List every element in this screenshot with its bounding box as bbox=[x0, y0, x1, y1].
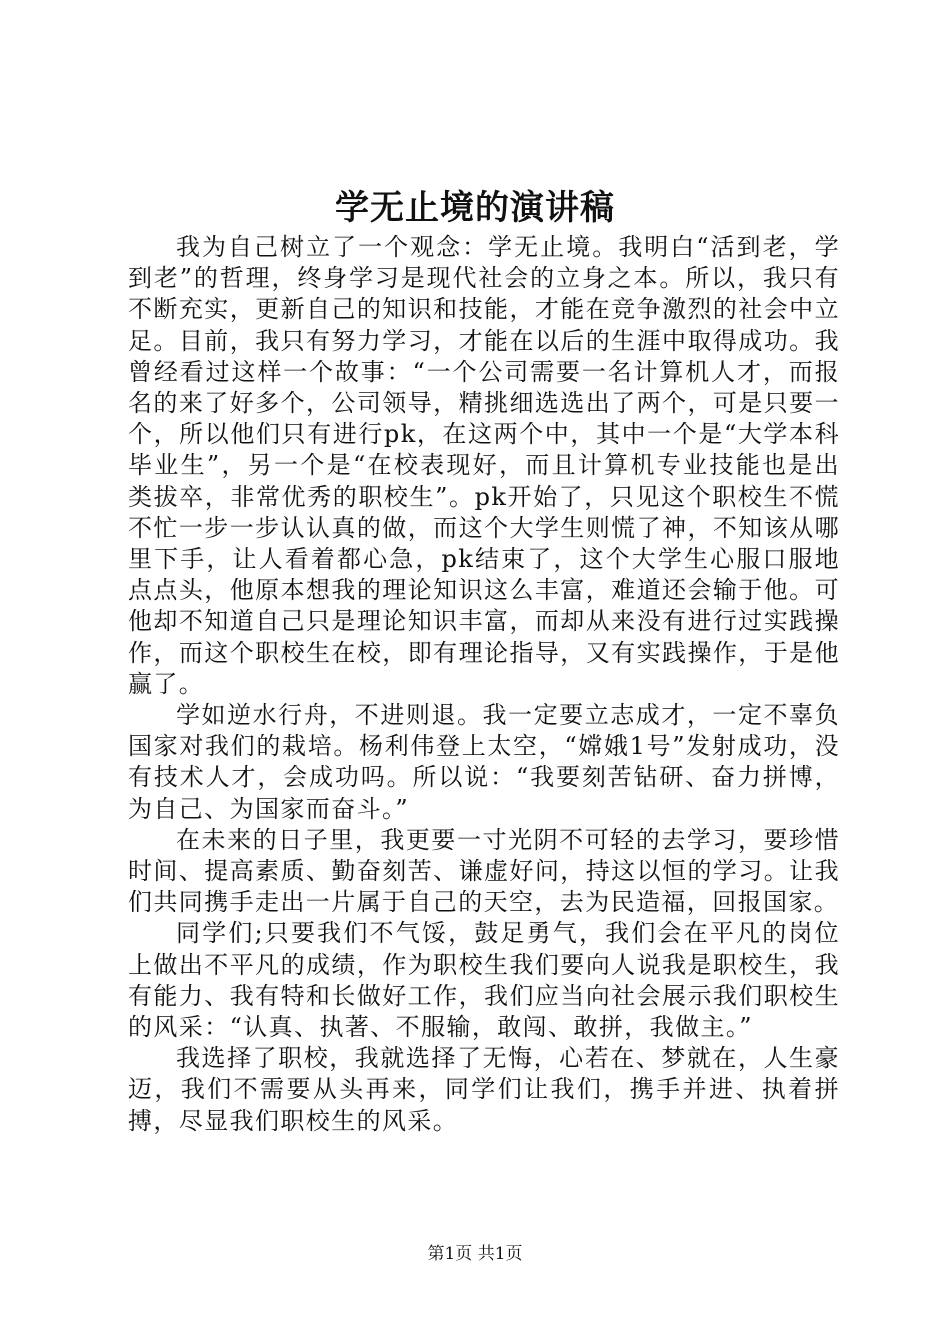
document-body bbox=[128, 232, 840, 1137]
paragraph-2: 学如逆水行舟，不进则退。我一定要立志成才，一定不辜负国家对我们的栽培。杨利伟登上太空，“嫦娥1号”发射成功，没有技术人才，会成功吗。所以说：“我要刻苦钻研、奋力拼博，为自己、为国家而奋斗。” bbox=[128, 701, 840, 823]
paragraph-4: 同学们;只要我们不气馁，鼓足勇气，我们会在平凡的岗位上做出不平凡的成绩，作为职校生我们要向人说我是职校生，我有能力、我有特和长做好工作，我们应当向社会展示我们职校生的风采：“认真、执著、不服输，敢闯、敢拼，我做主。” bbox=[128, 919, 840, 1042]
paragraph-1: 我为自己树立了一个观念：学无止境。我明白“活到老，学到老”的哲理，终身学习是现代社会的立身之本。所以，我只有不断充实，更新自己的知识和技能，才能在竞争激烈的社会中立足。目前，我只有努力学习，才能在以后的生涯中取得成功。我曾经看过这样一个故事：“一个公司需要一名计算机人才，而报名的来了好多个，公司领导，精挑细选选出了两个，可是只要一个，所以他们只有进行pk，在这两个中，其中一个是“大学本科毕业生”，另一个是“在校表现好，而且计算机专业技能也是出类拔卒，非常优秀的职校生”。pk开始了，只见这个职校生不慌不忙一步一步认认真的做，而这个大学生则慌了神，不知该从哪里下手，让人看着都心急，pk结束了，这个大学生心服口服地点点头，他原本想我的理论知识这么丰富，难道还会输于他。可他却不知道自己只是理论知识丰富，而却从来没有进行过实践操作，而这个职校生在校，即有理论指导，又有实践操作，于是他赢了。 bbox=[128, 233, 840, 698]
page-number: 第1页 bbox=[427, 1244, 473, 1264]
page-total: 共1页 bbox=[477, 1244, 523, 1264]
document-title: 学无止境的演讲稿 bbox=[335, 188, 615, 228]
paragraph-3: 在未来的日子里，我更要一寸光阴不可轻的去学习，要珍惜时间、提高素质、勤奋刻苦、谦虚好问，持这以恒的学习。让我们共同携手走出一片属于自己的天空，去为民造福，回报国家。 bbox=[128, 825, 840, 917]
paragraph-5: 我选择了职校，我就选择了无悔，心若在、梦就在，人生豪迈，我们不需要从头再来，同学们让我们，携手并进、执着拼搏，尽显我们职校生的风采。 bbox=[128, 1044, 840, 1135]
page-footer bbox=[0, 1243, 950, 1265]
